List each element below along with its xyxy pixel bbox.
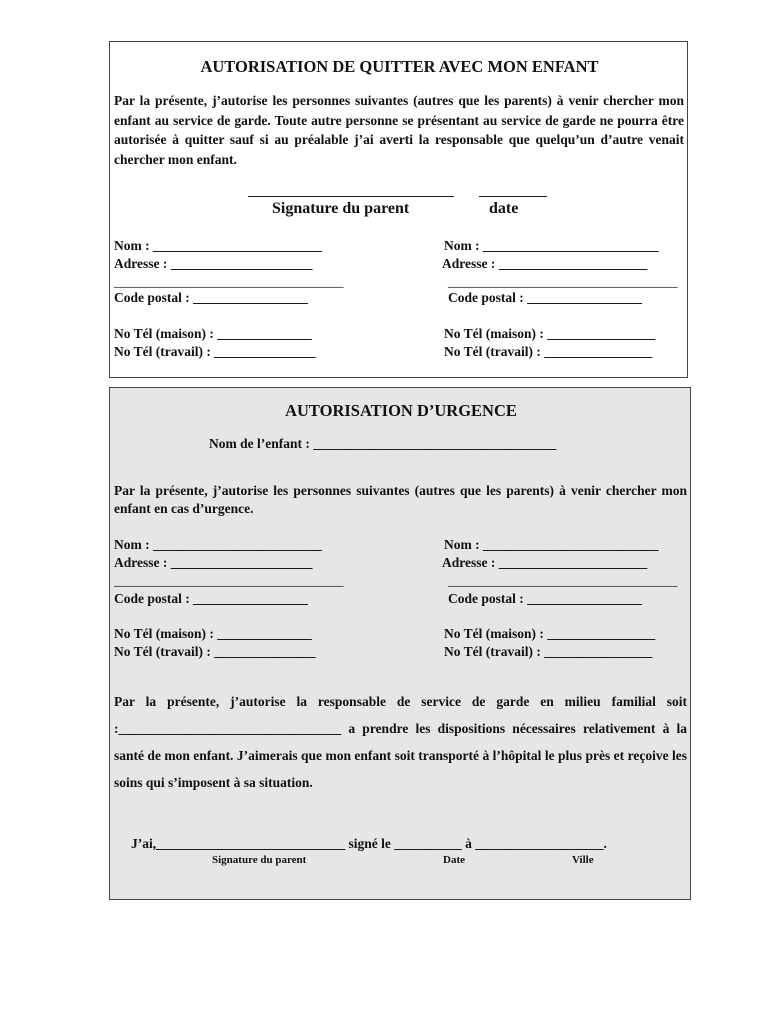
code-postal-field-right[interactable]: Code postal : _________________ xyxy=(448,591,642,606)
authorization-paragraph: Par la présente, j’autorise les personnes suivantes (autres que les parents) à venir chercher mon enfant au service de garde. Toute autre personne se présentant au service de garde ne pourra être autorisée à quitter sauf si au préalable j’ai averti la responsable que quelqu’un d’autre venait chercher mon enfant. xyxy=(114,93,684,167)
adresse-field-right[interactable]: Adresse : ______________________ xyxy=(442,555,648,570)
tel-maison-field-left[interactable]: No Tél (maison) : ______________ xyxy=(114,626,312,641)
tel-travail-field-right[interactable]: No Tél (travail) : ________________ xyxy=(444,644,653,659)
child-name-field[interactable]: Nom de l’enfant : ____________________________________ xyxy=(209,436,557,451)
consent-paragraph: Par la présente, j’autorise la responsable de service de garde en milieu familial soit :_________________________________ a prendre les dispositions nécessaires relativement à la santé de mon enfant. J’aimerais que mon enfant soit transporté à l’hôpital le plus près et reçoive les soins qui s’imposent à sa situation. xyxy=(114,694,687,790)
nom-field-right[interactable]: Nom : __________________________ xyxy=(444,537,659,552)
signature-caption: Signature du parent xyxy=(212,854,307,866)
nom-field-right[interactable]: Nom : __________________________ xyxy=(444,238,659,253)
address-line-2-left[interactable]: __________________________________ xyxy=(114,573,344,588)
signed-line[interactable]: J’ai,____________________________ signé le __________ à ___________________. xyxy=(131,836,607,851)
address-line-2-right[interactable]: __________________________________ xyxy=(448,573,678,588)
tel-maison-field-right[interactable]: No Tél (maison) : ________________ xyxy=(444,626,656,641)
adresse-field-left[interactable]: Adresse : _____________________ xyxy=(114,256,313,271)
date-caption: Date xyxy=(443,854,465,866)
tel-travail-field-left[interactable]: No Tél (travail) : _______________ xyxy=(114,344,316,359)
tel-maison-field-right[interactable]: No Tél (maison) : ________________ xyxy=(444,326,656,341)
emergency-authorization-section xyxy=(109,387,691,900)
section-title: AUTORISATION DE QUITTER AVEC MON ENFANT xyxy=(200,57,599,76)
adresse-field-left[interactable]: Adresse : _____________________ xyxy=(114,555,313,570)
section-title: AUTORISATION D’URGENCE xyxy=(285,401,517,420)
tel-maison-field-left[interactable]: No Tél (maison) : ______________ xyxy=(114,326,312,341)
date-line[interactable] xyxy=(479,196,547,197)
code-postal-field-left[interactable]: Code postal : _________________ xyxy=(114,591,308,606)
address-line-2-left[interactable]: __________________________________ xyxy=(114,274,344,289)
tel-travail-field-right[interactable]: No Tél (travail) : ________________ xyxy=(444,344,653,359)
signature-label: Signature du parent xyxy=(272,200,410,217)
code-postal-field-left[interactable]: Code postal : _________________ xyxy=(114,290,308,305)
adresse-field-right[interactable]: Adresse : ______________________ xyxy=(442,256,648,271)
date-label: date xyxy=(489,200,519,217)
code-postal-field-right[interactable]: Code postal : _________________ xyxy=(448,290,642,305)
tel-travail-field-left[interactable]: No Tél (travail) : _______________ xyxy=(114,644,316,659)
nom-field-left[interactable]: Nom : _________________________ xyxy=(114,238,322,253)
parent-signature-line[interactable] xyxy=(248,196,454,197)
city-caption: Ville xyxy=(572,854,594,866)
nom-field-left[interactable]: Nom : _________________________ xyxy=(114,537,322,552)
authorization-leave-section xyxy=(109,41,688,378)
emergency-paragraph: Par la présente, j’autorise les personnes suivantes (autres que les parents) à venir chercher mon enfant en cas d’urgence. xyxy=(114,483,687,516)
address-line-2-right[interactable]: __________________________________ xyxy=(448,274,678,289)
